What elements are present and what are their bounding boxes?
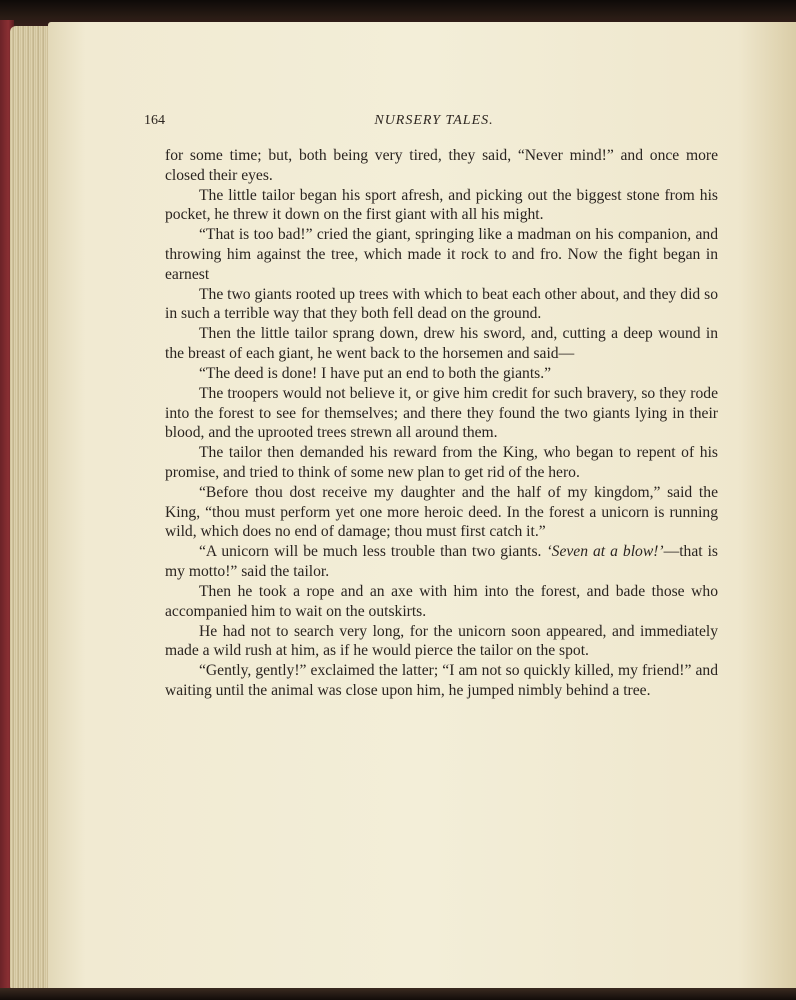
paragraph-text: —that is my motto!” said the tailor. bbox=[165, 543, 718, 580]
paragraph bbox=[165, 542, 718, 581]
paragraph-text: “A unicorn will be much less trouble than two giants. bbox=[199, 543, 547, 561]
page-edges bbox=[10, 26, 52, 992]
paragraph: “That is too bad!” cried the giant, springing like a madman on his companion, and throwing him against the tree, which made it rock to and fro. Now the fight began in earnest bbox=[165, 226, 718, 283]
paragraph: Then he took a rope and an axe with him into the forest, and bade those who accompanied him to wait on the outskirts. bbox=[165, 583, 718, 620]
body-text bbox=[165, 146, 718, 701]
paragraph: The tailor then demanded his reward from the King, who began to repent of his promise, and tried to think of some new plan to get rid of the hero. bbox=[165, 444, 718, 481]
paragraph: The troopers would not believe it, or give him credit for such bravery, so they rode into the forest to see for themselves; and there they found the two giants lying in their blood, and the uprooted trees strewn all around them. bbox=[165, 385, 718, 442]
paragraph: The little tailor began his sport afresh, and picking out the biggest stone from his pocket, he threw it down on the first giant with all his might. bbox=[165, 186, 718, 224]
paragraph: “The deed is done! I have put an end to both the giants.” bbox=[199, 365, 552, 383]
italic-motto: ‘Seven at a blow!’ bbox=[546, 543, 664, 561]
bottom-shadow bbox=[0, 988, 796, 1000]
running-head-title: NURSERY TALES. bbox=[374, 113, 494, 128]
paragraph: “Gently, gently!” exclaimed the latter; “I am not so quickly killed, my friend!” and waiting until the animal was close upon him, he jumped nimbly behind a tree. bbox=[165, 662, 718, 700]
page-number: 164 bbox=[144, 113, 165, 128]
paragraph: for some time; but, both being very tired, they said, “Never mind!” and once more closed their eyes. bbox=[165, 147, 718, 184]
running-head bbox=[144, 113, 724, 133]
paragraph: He had not to search very long, for the unicorn soon appeared, and immediately made a wild rush at him, as if he would pierce the tailor on the spot. bbox=[165, 622, 718, 660]
paragraph: “Before thou dost receive my daughter and the half of my kingdom,” said the King, “thou must perform yet one more heroic deed. In the forest a unicorn is running wild, which does no end of damage; thou must first catch it.” bbox=[165, 484, 718, 541]
paragraph: Then the little tailor sprang down, drew his sword, and, cutting a deep wound in the breast of each giant, he went back to the horsemen and said— bbox=[165, 325, 718, 362]
paragraph: The two giants rooted up trees with which to beat each other about, and they did so in such a terrible way that they both fell dead on the ground. bbox=[165, 285, 718, 323]
